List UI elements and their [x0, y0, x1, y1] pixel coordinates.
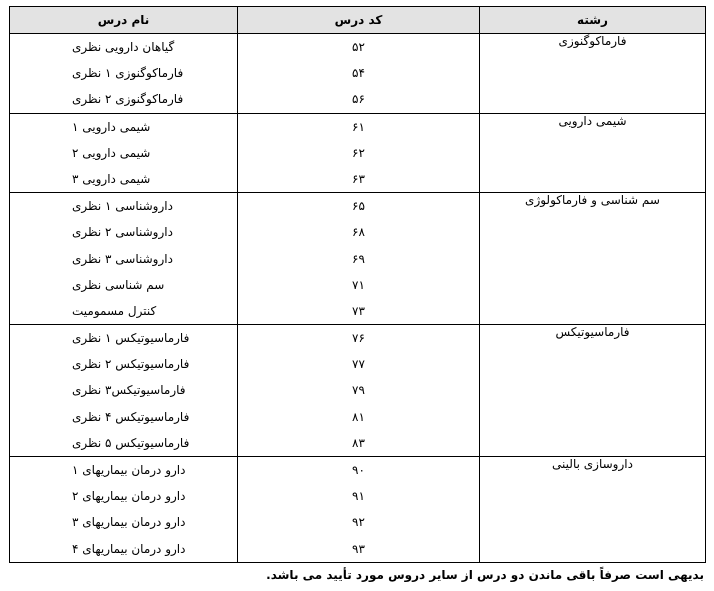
course-name — [10, 166, 237, 192]
course-name-text: شیمی دارویی ۱ — [72, 119, 151, 134]
field-cell: فارماسیوتیکس — [480, 325, 706, 457]
course-name-text: فارماکوگنوزی ۲ نظری — [72, 92, 184, 107]
course-name — [10, 246, 237, 272]
course-name-text: فارماسیوتیکس ۴ نظری — [72, 409, 190, 424]
name-cell — [10, 113, 238, 193]
course-name-text: فارماسیوتیکس۳ نظری — [72, 383, 186, 398]
course-name — [10, 140, 237, 166]
course-name — [10, 483, 237, 509]
field-cell: سم شناسی و فارماکولوژی — [480, 193, 706, 325]
course-name — [10, 86, 237, 112]
course-code: ۶۳ — [352, 171, 365, 186]
course-code: ۷۱ — [352, 277, 365, 292]
course-name-text: داروشناسی ۲ نظری — [72, 225, 173, 240]
course-name — [10, 193, 237, 219]
course-name — [10, 457, 237, 483]
course-name-text: داروشناسی ۱ نظری — [72, 199, 173, 214]
course-code: ۹۳ — [352, 541, 365, 556]
header-field: رشته — [480, 7, 706, 34]
course-name — [10, 377, 237, 403]
course-name-text: دارو درمان بیماریهای ۱ — [72, 463, 186, 477]
course-code: ۶۸ — [352, 225, 365, 240]
code-cell — [238, 34, 480, 114]
course-name — [10, 536, 237, 562]
course-name-text: داروشناسی ۳ نظری — [72, 251, 173, 266]
course-name — [10, 272, 237, 298]
course-code: ۸۱ — [352, 409, 365, 424]
header-code: کد درس — [238, 7, 480, 34]
course-code: ۵۴ — [352, 66, 365, 81]
course-name — [10, 351, 237, 377]
field-cell: شیمی دارویی — [480, 113, 706, 193]
table-row — [10, 34, 706, 114]
field-cell: داروسازی بالینی — [480, 457, 706, 563]
course-name-text: دارو درمان بیماریهای ۳ — [72, 515, 186, 530]
course-code: ۷۶ — [352, 331, 365, 346]
code-cell — [238, 193, 480, 325]
course-name-text: دارو درمان بیماریهای ۴ — [72, 541, 186, 556]
table-row — [10, 325, 706, 457]
course-name-text: شیمی دارویی ۳ — [72, 171, 151, 186]
name-cell — [10, 193, 238, 325]
name-cell — [10, 325, 238, 457]
course-name — [10, 34, 237, 60]
course-name — [10, 430, 237, 456]
course-code: ۵۶ — [352, 92, 365, 107]
table-row — [10, 193, 706, 325]
course-name-text: شیمی دارویی ۲ — [72, 145, 151, 160]
course-code: ۶۹ — [352, 251, 365, 266]
course-name-text: گیاهان دارویی نظری — [72, 40, 175, 54]
course-code: ۵۲ — [352, 40, 365, 54]
course-name — [10, 404, 237, 430]
course-name-text: فارماسیوتیکس ۲ نظری — [72, 357, 190, 372]
table-row — [10, 457, 706, 563]
name-cell — [10, 34, 238, 114]
course-code: ۶۵ — [352, 199, 365, 214]
course-code: ۷۷ — [352, 357, 365, 372]
name-cell — [10, 457, 238, 563]
course-name-text: دارو درمان بیماریهای ۲ — [72, 489, 186, 504]
table-header-row — [10, 7, 706, 34]
course-name — [10, 325, 237, 351]
code-cell — [238, 457, 480, 563]
course-name — [10, 60, 237, 86]
course-name — [10, 509, 237, 535]
courses-table — [9, 6, 706, 563]
course-name-text: کنترل مسمومیت — [72, 303, 157, 318]
course-name-text: فارماسیوتیکس ۱ نظری — [72, 331, 190, 346]
table-row — [10, 113, 706, 193]
course-code: ۷۹ — [352, 383, 365, 398]
footnote: بدیهی است صرفاً باقی ماندن دو درس از سایر دروس مورد تأیید می باشد. — [266, 568, 704, 582]
course-name-text: فارماکوگنوزی ۱ نظری — [72, 66, 184, 81]
course-code: ۹۱ — [352, 489, 365, 504]
course-code: ۸۳ — [352, 435, 365, 450]
course-code: ۹۲ — [352, 515, 365, 530]
course-name — [10, 298, 237, 324]
course-code: ۷۳ — [352, 303, 365, 318]
course-name-text: سم شناسی نظری — [72, 277, 165, 292]
course-name-text: فارماسیوتیکس ۵ نظری — [72, 435, 190, 450]
header-name: نام درس — [10, 7, 238, 34]
course-name — [10, 114, 237, 140]
field-cell: فارماکوگنوزی — [480, 34, 706, 114]
course-code: ۶۲ — [352, 145, 365, 160]
code-cell — [238, 113, 480, 193]
course-name — [10, 219, 237, 245]
code-cell — [238, 325, 480, 457]
course-code: ۶۱ — [352, 119, 365, 134]
course-code: ۹۰ — [352, 463, 365, 477]
